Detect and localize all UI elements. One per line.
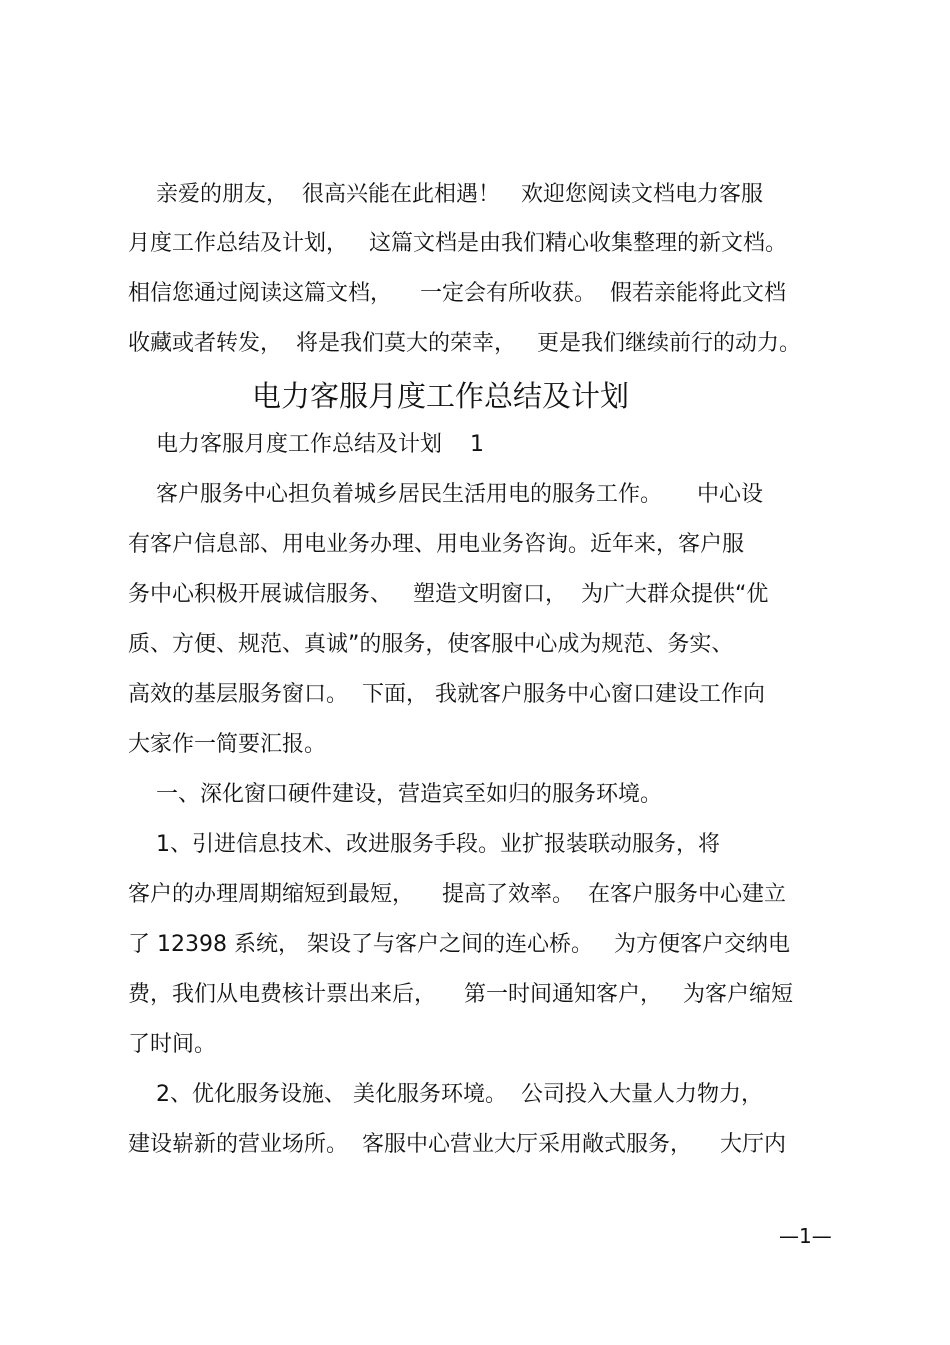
intro-line-4: 收藏或者转发， 将是我们莫大的荣幸， 更是我们继续前行的动力。: [128, 331, 801, 356]
body-line: 电力客服月度工作总结及计划 1: [128, 432, 484, 457]
body-line: 大家作一简要汇报。: [128, 732, 327, 757]
document-title: 电力客服月度工作总结及计划: [252, 379, 630, 413]
intro-line-3: 相信您通过阅读这篇文档， 一定会有所收获。 假若亲能将此文档: [128, 281, 786, 306]
body-line: 2、优化服务设施、 美化服务环境。 公司投入大量人力物力，: [128, 1082, 763, 1107]
body-line: 了 12398 系统， 架设了与客户之间的连心桥。 为方便客户交纳电: [128, 932, 790, 957]
intro-line-1: 亲爱的朋友， 很高兴能在此相遇！ 欢迎您阅读文档电力客服: [128, 182, 763, 207]
body-line: 费，我们从电费核计票出来后， 第一时间通知客户， 为客户缩短: [128, 982, 793, 1007]
body-line: 1、引进信息技术、改进服务手段。业扩报装联动服务，将: [128, 832, 720, 857]
body-line: 客户服务中心担负着城乡居民生活用电的服务工作。 中心设: [128, 482, 763, 507]
body-line: 客户的办理周期缩短到最短， 提高了效率。 在客户服务中心建立: [128, 882, 786, 907]
body-line: 高效的基层服务窗口。 下面， 我就客户服务中心窗口建设工作向: [128, 682, 765, 707]
body-line: 了时间。: [128, 1032, 217, 1057]
body-line: 质、方便、规范、真诚”的服务，使客服中心成为规范、务实、: [128, 632, 734, 657]
intro-line-2: 月度工作总结及计划， 这篇文档是由我们精心收集整理的新文档。: [128, 231, 787, 256]
body-line: 有客户信息部、用电业务办理、用电业务咨询。近年来，客户服: [128, 532, 745, 557]
page-number: —1—: [779, 1224, 832, 1248]
body-line: 建设崭新的营业场所。 客服中心营业大厅采用敞式服务， 大厅内: [128, 1132, 786, 1157]
body-line: 一、深化窗口硬件建设，营造宾至如归的服务环境。: [128, 782, 662, 807]
body-line: 务中心积极开展诚信服务、 塑造文明窗口， 为广大群众提供“优: [128, 582, 769, 607]
